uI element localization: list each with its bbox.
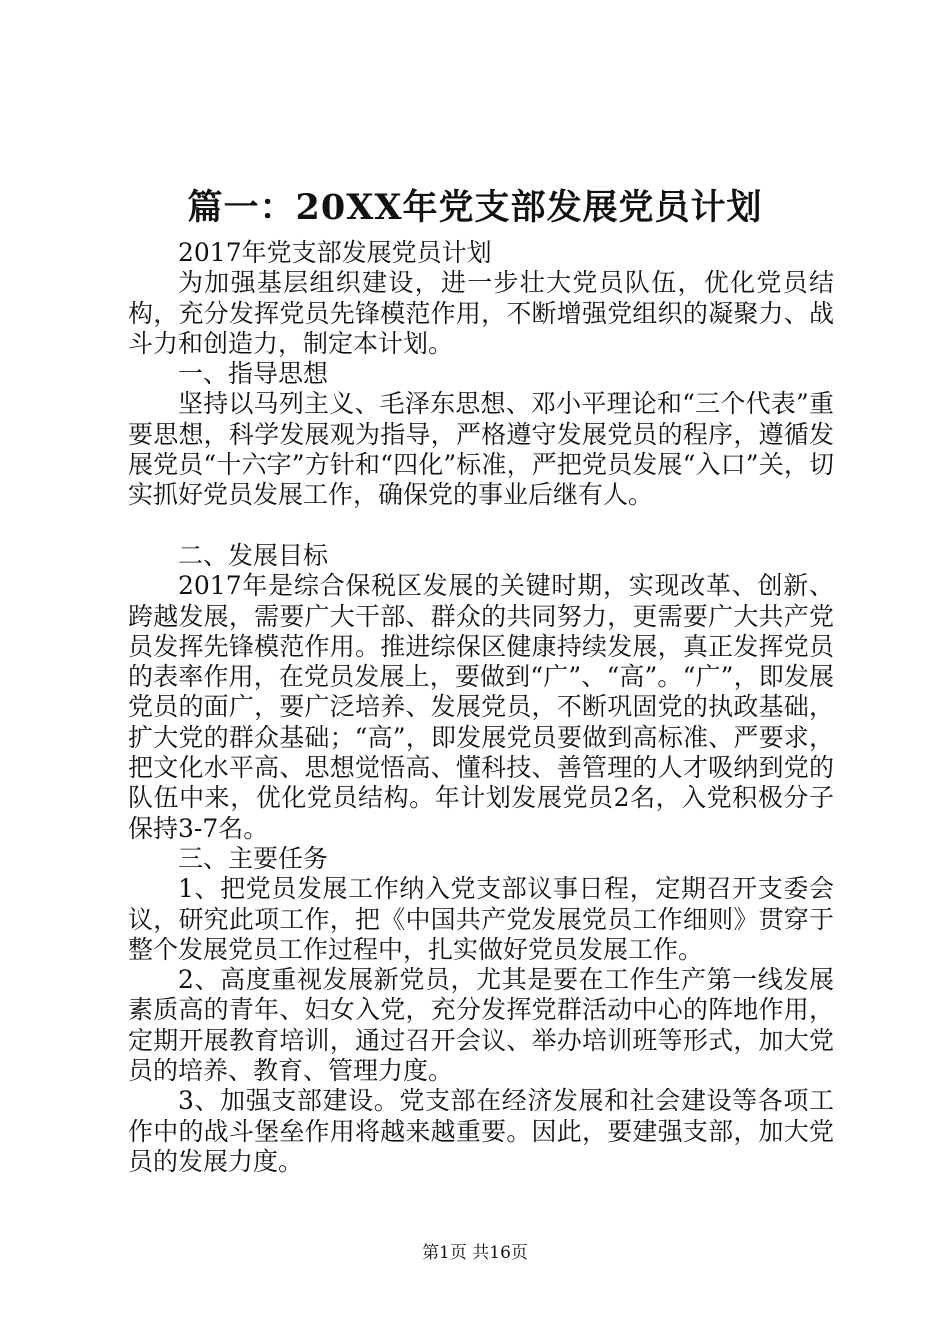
development-goals-paragraph: 2017年是综合保税区发展的关键时期，实现改革、创新、跨越发展，需要广大干部、群众的共同努力，更需要广大共产党员发挥先锋模范作用。推进综保区健康持续发展，真正发挥党员的表率作用，在党员发展上，要做到“广”、“高”。“广”，即发展党员的面广，要广泛培养、发展党员，不断巩固党的执政基础，扩大党的群众基础；“高”，即发展党员要做到高标准、严要求，把文化水平高、思想觉悟高、懂科技、善管理的人才吸纳到党的队伍中来，优化党员结构。年计划发展党员2名，入党积极分子保持3-7名。 <box>128 571 834 843</box>
document-body <box>128 238 834 1177</box>
section-heading-guiding-ideology: 一、指导思想 <box>178 359 329 389</box>
task-item-3: 3、加强支部建设。党支部在经济发展和社会建设等各项工作中的战斗堡垒作用将越来越重要。因此，要建强支部，加大党员的发展力度。 <box>128 1086 834 1176</box>
section-heading-development-goals: 二、发展目标 <box>178 540 329 570</box>
page-number-footer: 第1页 共16页 <box>422 1243 528 1263</box>
task-item-2: 2、高度重视发展新党员，尤其是要在工作生产第一线发展素质高的青年、妇女入党，充分发挥党群活动中心的阵地作用，定期开展教育培训，通过召开会议、举办培训班等形式，加大党员的培养、教育、管理力度。 <box>128 965 834 1086</box>
document-title: 篇一：20XX年党支部发展党员计划 <box>187 187 763 228</box>
guiding-ideology-paragraph: 坚持以马列主义、毛泽东思想、邓小平理论和“三个代表”重要思想，科学发展观为指导，严格遵守发展党员的程序，遵循发展党员“十六字”方针和“四化”标准，严把党员发展“入口”关，切实抓好党员发展工作，确保党的事业后继有人。 <box>128 389 834 510</box>
plan-subtitle: 2017年党支部发展党员计划 <box>178 238 492 267</box>
intro-paragraph: 为加强基层组织建设，进一步壮大党员队伍，优化党员结构，充分发挥党员先锋模范作用，不断增强党组织的凝聚力、战斗力和创造力，制定本计划。 <box>128 268 834 358</box>
task-item-1: 1、把党员发展工作纳入党支部议事日程，定期召开支委会议，研究此项工作，把《中国共产党发展党员工作细则》贯穿于整个发展党员工作过程中，扎实做好党员发展工作。 <box>128 874 834 964</box>
section-heading-main-tasks: 三、主要任务 <box>178 843 329 873</box>
